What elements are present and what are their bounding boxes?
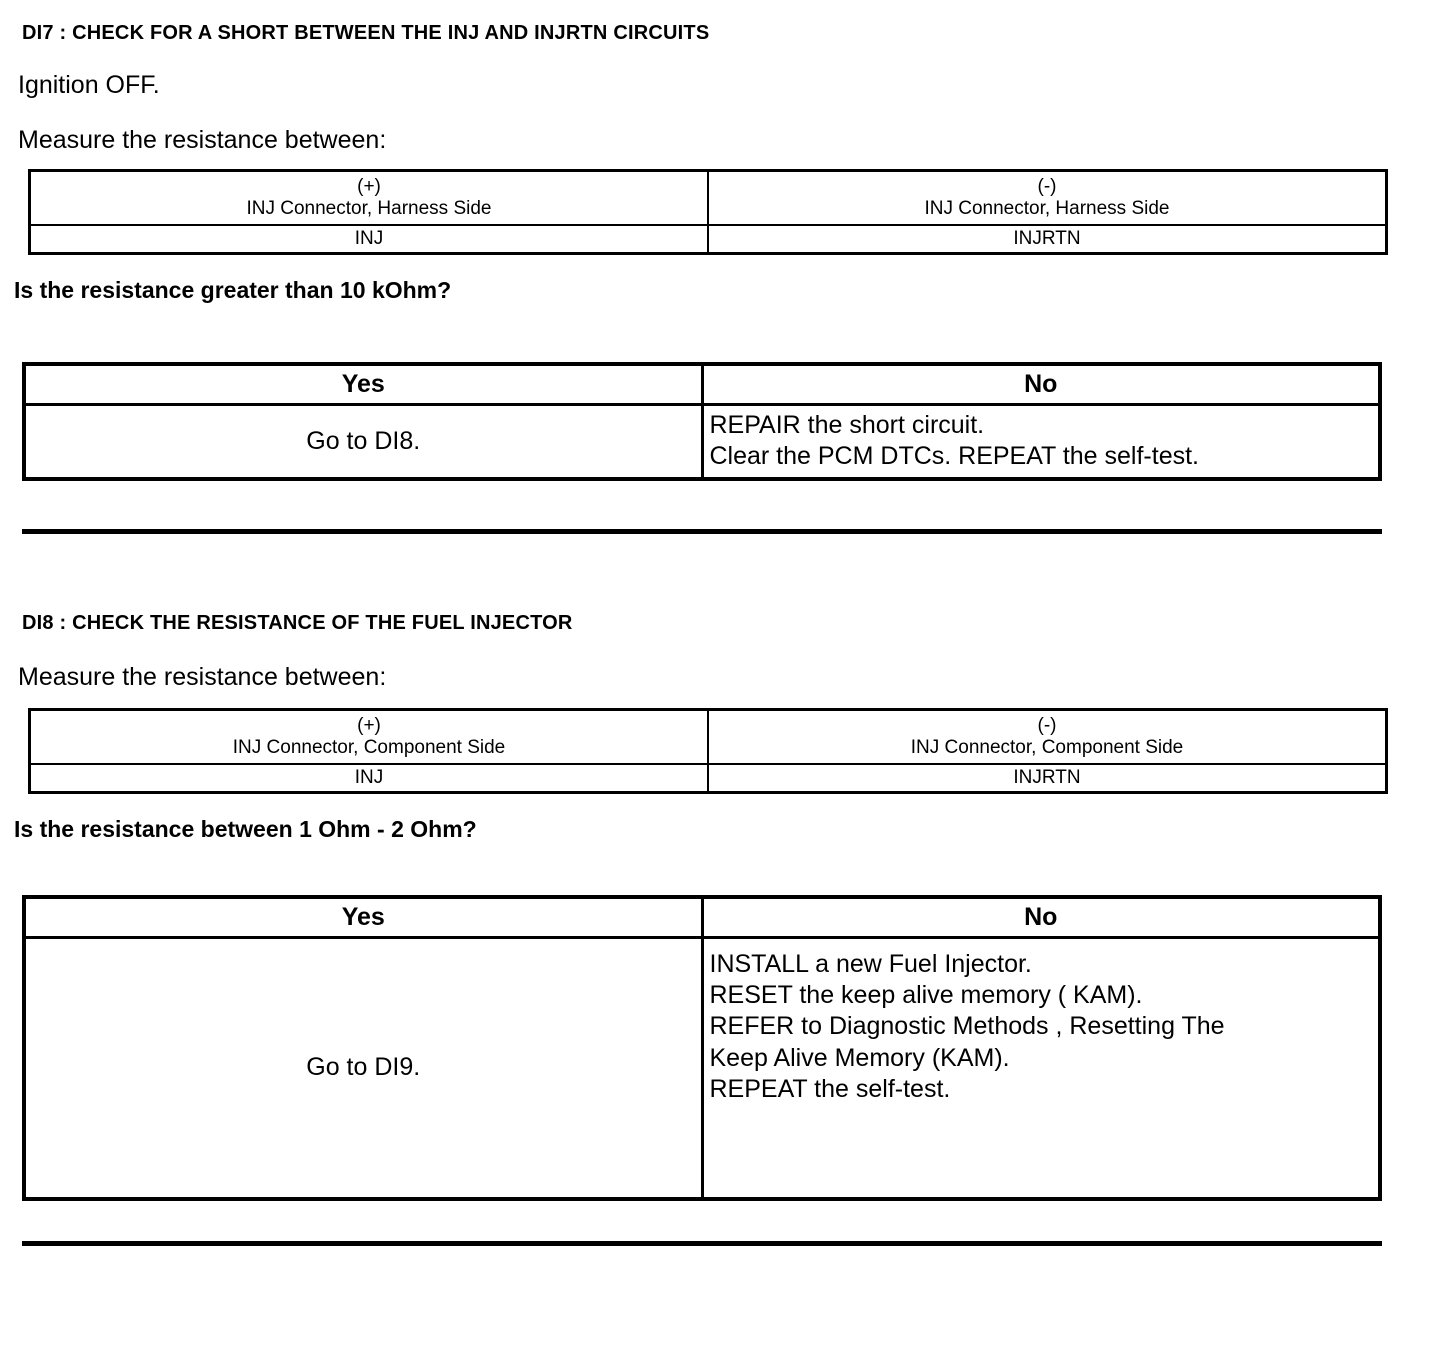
measurement-negative-header [708, 709, 1387, 763]
result-no-line: REPAIR the short circuit. [709, 411, 985, 440]
measurement-positive-header [30, 171, 709, 225]
negative-connector-label: INJ Connector, Component Side [910, 737, 1184, 759]
positive-sign-label: (+) [357, 176, 381, 197]
measurement-negative-pin: INJRTN [708, 764, 1387, 793]
table-row [30, 709, 1387, 763]
table-row [30, 171, 1387, 225]
measurement-positive-pin: INJ [30, 764, 709, 793]
step-title-di7: DI7 : CHECK FOR A SHORT BETWEEN THE INJ AND INJRTN CIRCUITS [22, 22, 710, 44]
table-row [24, 405, 1380, 479]
document-page [0, 22, 1440, 1362]
result-no-header: No [702, 364, 1380, 405]
result-yes-header: Yes [24, 364, 702, 405]
positive-sign-label: (+) [357, 714, 381, 736]
measurement-table-di8 [28, 708, 1388, 794]
section-divider [22, 1241, 1382, 1246]
result-yes-header: Yes [24, 897, 702, 938]
measurement-positive-header [30, 709, 709, 763]
step-question-di8: Is the resistance between 1 Ohm - 2 Ohm? [14, 815, 477, 842]
diagnostic-step-di8 [0, 612, 1440, 1246]
result-no-header: No [702, 897, 1380, 938]
result-no-line: INSTALL a new Fuel Injector. [709, 949, 1032, 978]
table-row [24, 897, 1380, 938]
positive-connector-label: INJ Connector, Harness Side [246, 198, 492, 220]
result-no-line: REFER to Diagnostic Methods , Resetting The [709, 1012, 1225, 1041]
result-no-line: RESET the keep alive memory ( KAM). [709, 981, 1143, 1010]
result-yes-line: Go to DI8. [306, 426, 421, 455]
result-no-action [702, 405, 1380, 479]
result-no-action [702, 937, 1380, 1199]
step-question-di7: Is the resistance greater than 10 kOhm? [14, 277, 452, 304]
result-table-di7 [22, 362, 1382, 481]
measurement-negative-pin: INJRTN [708, 225, 1387, 254]
negative-connector-label: INJ Connector, Harness Side [924, 198, 1170, 220]
result-table-di8 [22, 895, 1382, 1201]
table-row [30, 225, 1387, 254]
measurement-positive-pin: INJ [30, 225, 709, 254]
step-instruction-measure-resistance: Measure the resistance between: [18, 126, 387, 154]
result-yes-action [24, 405, 702, 479]
negative-sign-label: (-) [1037, 714, 1057, 736]
result-no-line: REPEAT the self-test. [709, 1074, 951, 1103]
table-row [24, 364, 1380, 405]
step-title-di8: DI8 : CHECK THE RESISTANCE OF THE FUEL INJECTOR [22, 611, 573, 634]
measurement-negative-header [708, 171, 1387, 225]
result-yes-action [24, 937, 702, 1199]
result-yes-line: Go to DI9. [306, 1053, 421, 1082]
result-no-line: Keep Alive Memory (KAM). [709, 1043, 1010, 1072]
table-row [24, 937, 1380, 1199]
negative-sign-label: (-) [1037, 176, 1057, 197]
measurement-table-di7 [28, 169, 1388, 255]
result-no-line: Clear the PCM DTCs. REPEAT the self-test. [709, 442, 1199, 471]
section-divider [22, 529, 1382, 534]
diagnostic-step-di7 [0, 22, 1440, 534]
step-instruction-ignition-off: Ignition OFF. [18, 71, 160, 99]
table-row [30, 764, 1387, 793]
positive-connector-label: INJ Connector, Component Side [232, 737, 506, 759]
step-instruction-measure-resistance-di8: Measure the resistance between: [18, 662, 387, 691]
